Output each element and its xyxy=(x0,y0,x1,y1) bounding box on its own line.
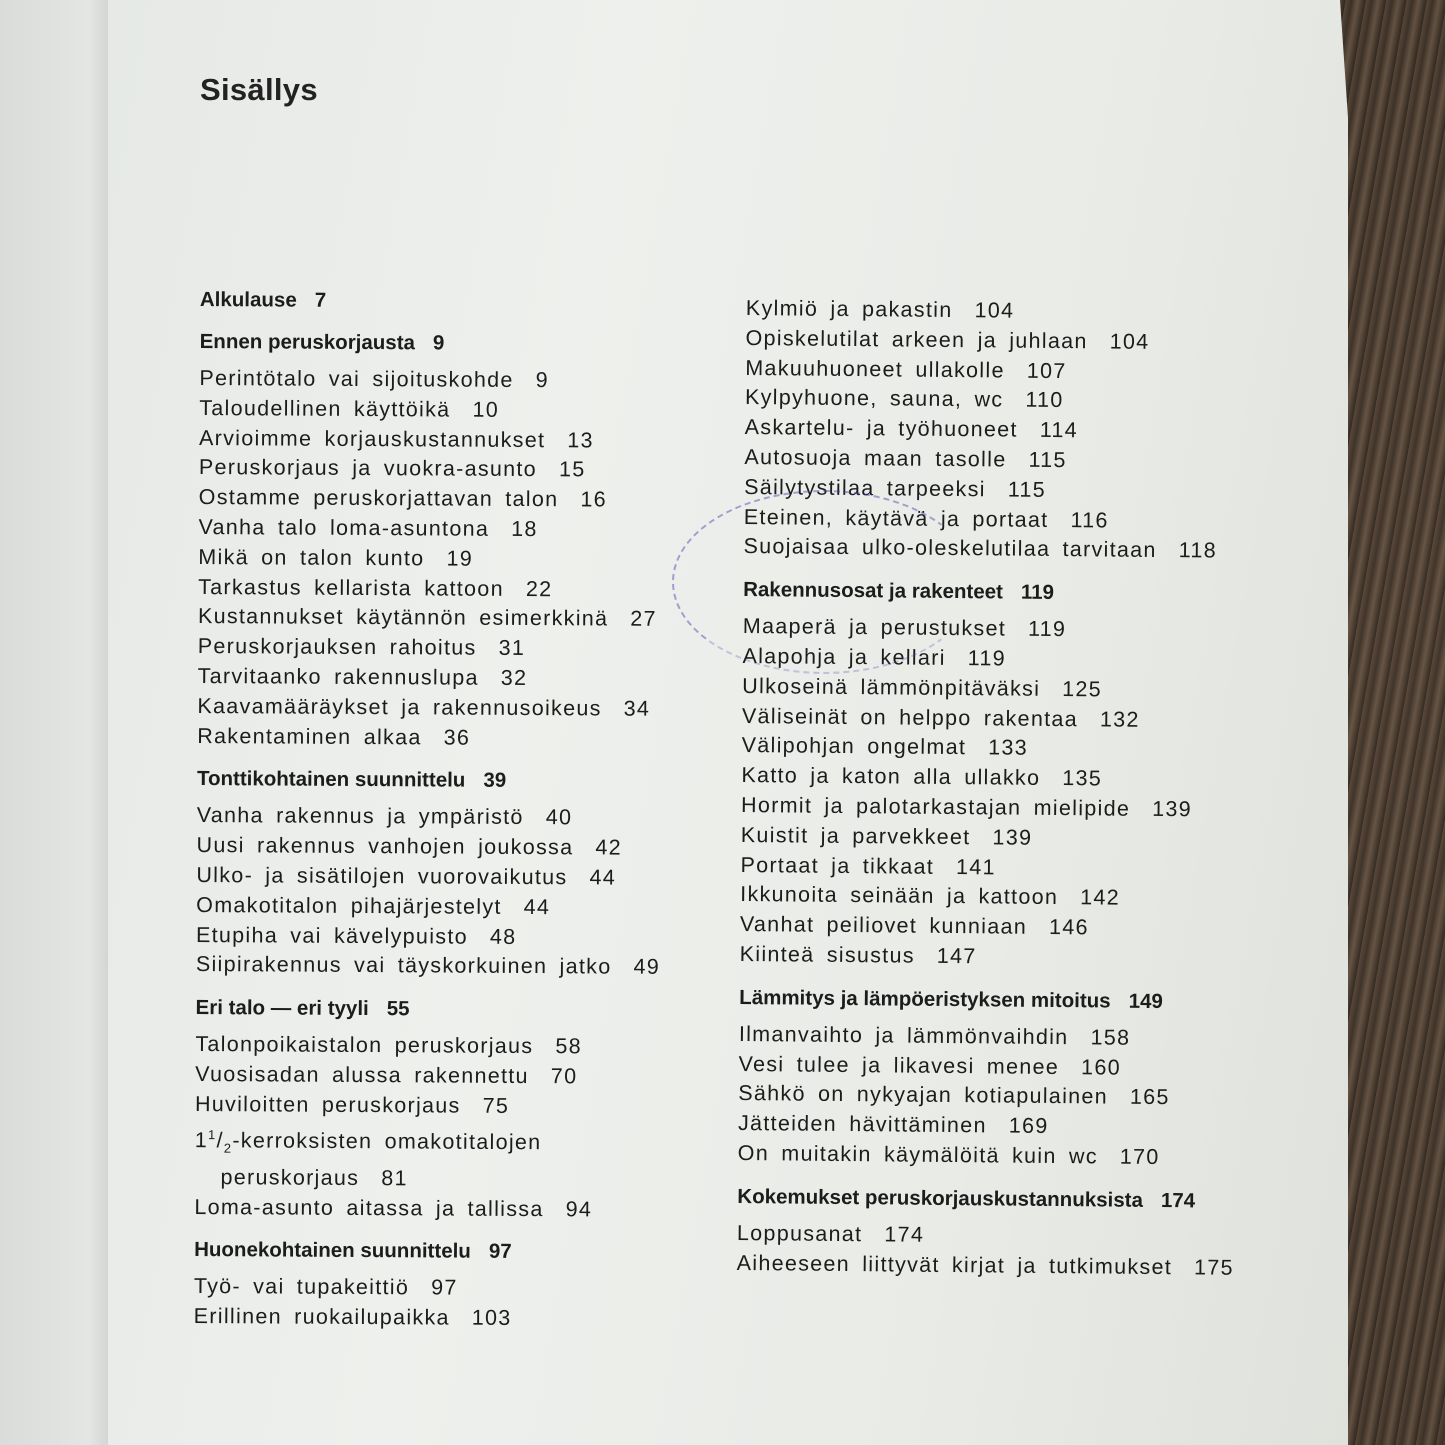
toc-heading[interactable] xyxy=(739,984,1319,1018)
toc-entry[interactable] xyxy=(195,1030,715,1063)
fraction-whole: 1 xyxy=(194,1127,209,1152)
toc-entry-page: 142 xyxy=(1080,885,1121,910)
toc-entry-label: Hormit ja palotarkastajan mielipide xyxy=(740,792,1131,821)
toc-entry-page: 70 xyxy=(550,1064,578,1089)
toc-entry-label: Huviloitten peruskorjaus xyxy=(194,1091,461,1118)
toc-entry-label: Vesi tulee ja likavesi menee xyxy=(738,1051,1060,1079)
toc-entry-label: Työ- vai tupakeittiö xyxy=(193,1274,410,1300)
toc-entry[interactable] xyxy=(198,543,718,576)
toc-entry-page: 18 xyxy=(511,516,538,542)
toc-heading[interactable] xyxy=(200,286,720,317)
toc-entry-label: Makuuhuoneet ullakolle xyxy=(745,355,1005,383)
toc-heading-label: Rakennusosat ja rakenteet xyxy=(743,578,1004,604)
toc-entry[interactable] xyxy=(199,453,719,486)
toc-entry[interactable] xyxy=(197,801,717,834)
toc-entry-label: Vanha rakennus ja ympäristö xyxy=(196,803,524,830)
toc-entry[interactable] xyxy=(196,831,716,864)
toc-entry[interactable] xyxy=(199,483,719,516)
toc-heading-label: Eri talo — eri tyyli xyxy=(195,996,369,1021)
toc-heading-page: 9 xyxy=(432,331,445,355)
page-title: Sisällys xyxy=(200,72,318,107)
toc-entry-page: 119 xyxy=(967,646,1007,671)
toc-entry-page: 27 xyxy=(630,607,657,632)
fraction-denominator: 2 xyxy=(223,1140,233,1156)
toc-section xyxy=(196,765,717,983)
toc-section xyxy=(743,294,1326,568)
toc-entry-label: Autosuoja maan tasolle xyxy=(744,444,1007,472)
toc-entry-page: 165 xyxy=(1129,1085,1170,1110)
toc-entry-page: 44 xyxy=(523,894,551,919)
toc-entry-page: 116 xyxy=(1070,507,1109,533)
toc-entry-page: 44 xyxy=(589,865,617,890)
toc-entry[interactable] xyxy=(743,532,1323,567)
toc-entry[interactable] xyxy=(737,1219,1317,1254)
toc-entry-page: 135 xyxy=(1062,766,1103,791)
toc-heading-label: Lämmitys ja lämpöeristyksen mitoitus xyxy=(739,985,1111,1013)
toc-heading[interactable] xyxy=(200,328,720,359)
toc-entry-label: Sähkö on nykyajan kotiapulainen xyxy=(738,1081,1109,1109)
toc-entry-page: 31 xyxy=(498,636,526,661)
toc-entry-label: Ulkoseinä lämmönpitäväksi xyxy=(742,673,1041,701)
toc-entry-page: 170 xyxy=(1119,1144,1160,1169)
toc-entry-label: Ilmanvaihto ja lämmönvaihdin xyxy=(738,1021,1069,1049)
toc-entry-label: Kustannukset käytännön esimerkkinä xyxy=(197,604,609,631)
toc-entry-page: 81 xyxy=(381,1165,408,1191)
toc-entry-page: 119 xyxy=(1027,616,1067,642)
toc-heading-page: 174 xyxy=(1160,1188,1196,1213)
toc-entry-page: 15 xyxy=(558,457,586,482)
toc-heading-page: 39 xyxy=(483,769,507,793)
toc-section xyxy=(197,328,720,755)
toc-entry-label: Peruskorjauksen rahoitus xyxy=(197,634,477,660)
toc-entry[interactable] xyxy=(196,891,716,924)
toc-heading-label: Alkulause xyxy=(199,287,297,312)
toc-entry[interactable] xyxy=(195,1060,715,1093)
toc-entry[interactable] xyxy=(198,602,718,635)
toc-entry[interactable] xyxy=(196,921,716,954)
toc-entry-page: 42 xyxy=(595,835,622,860)
toc-entry-label: Aiheeseen liittyvät kirjat ja tutkimukset xyxy=(736,1250,1173,1279)
toc-entry-label: Maaperä ja perustukset xyxy=(742,614,1007,641)
toc-entry-page: 104 xyxy=(1109,329,1150,354)
left-book-page xyxy=(0,0,113,1445)
toc-entry-page: 115 xyxy=(1007,477,1047,502)
toc-entry[interactable] xyxy=(739,1020,1319,1055)
toc-entry-label: peruskorjaus xyxy=(220,1164,360,1190)
toc-entry-label: Ikkunoita seinään ja kattoon xyxy=(740,882,1059,910)
toc-section xyxy=(737,1183,1318,1284)
toc-entry-page: 16 xyxy=(580,487,607,512)
toc-entry-label: Kaavamääräykset ja rakennusoikeus xyxy=(197,693,602,721)
toc-entry-page: 97 xyxy=(431,1275,458,1300)
toc-entry-label: -kerroksisten omakotitalojen xyxy=(232,1127,542,1154)
toc-entry-label: Säilytystilaa tarpeeksi xyxy=(744,474,986,502)
toc-entry-page: 40 xyxy=(545,805,573,830)
toc-entry-label: Tarvitaanko rakennuslupa xyxy=(197,663,479,690)
toc-entry-page: 49 xyxy=(633,955,661,980)
toc-entry-label: Vuosisadan alussa rakennettu xyxy=(195,1061,529,1088)
toc-heading[interactable] xyxy=(743,576,1323,610)
toc-entry-page: 94 xyxy=(565,1196,593,1221)
toc-entry-label: Omakotitalon pihajärjestelyt xyxy=(196,892,502,919)
toc-entry-page: 75 xyxy=(482,1093,510,1118)
toc-section xyxy=(200,286,720,317)
toc-entry-label: Taloudellinen käyttöikä xyxy=(199,395,451,422)
toc-entry-label: Katto ja katon alla ullakko xyxy=(741,763,1041,791)
toc-entry-label: Askartelu- ja työhuoneet xyxy=(744,415,1018,442)
toc-heading[interactable] xyxy=(737,1183,1317,1217)
toc-entry-label: Opiskelutilat arkeen ja juhlaan xyxy=(745,325,1088,354)
toc-entry[interactable] xyxy=(198,573,718,606)
toc-entry-page: 160 xyxy=(1081,1054,1122,1080)
toc-entry-page: 139 xyxy=(1152,796,1193,822)
toc-section xyxy=(740,576,1324,975)
toc-entry-label: Ostamme peruskorjattavan talon xyxy=(198,485,559,512)
toc-heading[interactable] xyxy=(197,765,717,796)
toc-entry[interactable] xyxy=(199,364,719,397)
toc-entry[interactable] xyxy=(738,1139,1318,1174)
toc-heading[interactable] xyxy=(196,994,716,1025)
toc-entry[interactable] xyxy=(197,692,717,725)
toc-entry-continuation[interactable] xyxy=(194,1163,714,1196)
toc-entry-label: Jätteiden hävittäminen xyxy=(737,1111,987,1138)
toc-entry-page: 118 xyxy=(1178,538,1218,563)
toc-entry-label: Ulko- ja sisätilojen vuorovaikutus xyxy=(196,862,568,890)
toc-entry[interactable] xyxy=(737,1248,1317,1283)
toc-entry-label: Uusi rakennus vanhojen joukossa xyxy=(196,833,574,860)
toc-entry-page: 147 xyxy=(936,943,977,969)
toc-heading-page: 97 xyxy=(488,1240,512,1264)
toc-entry[interactable] xyxy=(194,1193,714,1226)
toc-heading-page: 149 xyxy=(1128,989,1163,1013)
toc-heading-label: Huonekohtainen suunnittelu xyxy=(194,1238,471,1264)
toc-entry-label: Vanhat peiliovet kunniaan xyxy=(739,912,1028,939)
toc-entry-label: Välipohjan ongelmat xyxy=(741,733,967,760)
toc-entry-page: 125 xyxy=(1062,676,1103,702)
toc-entry-label: Rakentaminen alkaa xyxy=(197,723,422,749)
toc-entry-page: 58 xyxy=(555,1034,582,1059)
toc-entry-page: 107 xyxy=(1026,358,1067,383)
toc-entry-label: Kuistit ja parvekkeet xyxy=(740,822,971,849)
toc-entry[interactable] xyxy=(198,662,718,695)
toc-entry-page: 34 xyxy=(623,696,651,721)
toc-entry-page: 133 xyxy=(988,735,1029,761)
toc-heading-page: 119 xyxy=(1020,580,1055,605)
toc-entry-label: Loppusanat xyxy=(736,1220,863,1246)
toc-entry-label: Vanha talo loma-asuntona xyxy=(198,514,490,541)
toc-entry-label: Tarkastus kellarista kattoon xyxy=(198,574,504,601)
toc-entry-page: 114 xyxy=(1039,418,1079,443)
toc-heading-label: Ennen peruskorjausta xyxy=(199,329,416,355)
toc-entry-page: 139 xyxy=(992,825,1033,850)
toc-entry-label: Eteinen, käytävä ja portaat xyxy=(743,504,1049,532)
toc-entry-page: 10 xyxy=(472,397,500,422)
toc-entry-label: Arvioimme korjauskustannukset xyxy=(199,425,546,452)
toc-right-column xyxy=(736,294,1326,1298)
toc-entry-page: 103 xyxy=(471,1305,512,1331)
toc-entry[interactable] xyxy=(194,1272,714,1305)
toc-entry-label: Peruskorjaus ja vuokra-asunto xyxy=(198,455,538,482)
toc-section xyxy=(194,1236,715,1335)
toc-entry[interactable] xyxy=(742,672,1322,707)
toc-entry-label: Alapohja ja kellari xyxy=(742,643,946,670)
toc-entry[interactable] xyxy=(195,1090,715,1123)
toc-entry-page: 36 xyxy=(443,725,471,750)
toc-entry-label: Kiinteä sisustus xyxy=(739,941,915,968)
toc-entry-label: Siipirakennus vai täyskorkuinen jatko xyxy=(195,952,612,979)
toc-entry[interactable] xyxy=(198,513,718,546)
toc-entry-label: Etupiha vai kävelypuisto xyxy=(195,922,468,949)
toc-entry[interactable] xyxy=(196,861,716,894)
toc-entry-label: Talonpoikaistalon peruskorjaus xyxy=(195,1032,534,1059)
toc-entry-page: 9 xyxy=(535,368,549,393)
toc-entry-label: Portaat ja tikkaat xyxy=(740,852,935,879)
toc-section xyxy=(194,994,715,1225)
toc-entry-label: On muitakin käymälöitä kuin wc xyxy=(737,1140,1098,1169)
fraction-numerator: 1 xyxy=(208,1126,217,1142)
toc-entry-label: Mikä on talon kunto xyxy=(198,544,425,571)
toc-entry-page: 22 xyxy=(525,576,553,601)
toc-entry-page: 158 xyxy=(1090,1025,1131,1050)
toc-entry-fraction[interactable]: $1^1/_2$-kerroksisten omakotitalojen xyxy=(194,1126,542,1156)
toc-entry-label: Kylpyhuone, sauna, wc xyxy=(744,385,1004,412)
toc-entry-page: 175 xyxy=(1193,1254,1234,1280)
toc-entry[interactable] xyxy=(740,940,1320,975)
toc-entry[interactable] xyxy=(197,722,717,755)
toc-entry-label: Loma-asunto aitassa ja tallissa xyxy=(194,1194,544,1221)
toc-entry[interactable] xyxy=(199,394,719,427)
toc-heading-label: Tonttikohtainen suunnittelu xyxy=(196,767,466,792)
toc-entry-page: 19 xyxy=(446,546,474,571)
toc-entry-page: 174 xyxy=(884,1222,925,1247)
toc-entry-page: 169 xyxy=(1008,1113,1049,1139)
toc-entry-page: 141 xyxy=(955,854,996,879)
toc-entry[interactable] xyxy=(196,950,716,983)
toc-heading[interactable] xyxy=(194,1236,714,1267)
toc-entry-page: 115 xyxy=(1028,447,1067,473)
toc-left-column xyxy=(194,286,720,1349)
toc-entry[interactable] xyxy=(741,821,1321,856)
toc-heading-page: 7 xyxy=(314,288,327,312)
toc-entry-page: 146 xyxy=(1048,915,1089,940)
toc-entry-label: Suojaisaa ulko-oleskelutilaa tarvitaan xyxy=(743,534,1157,563)
toc-entry[interactable] xyxy=(199,424,719,457)
toc-entry[interactable] xyxy=(198,632,718,665)
toc-entry-label: Väliseinät on helppo rakentaa xyxy=(741,703,1079,731)
toc-entry-page: 48 xyxy=(489,924,517,949)
toc-heading-page: 55 xyxy=(386,997,410,1021)
toc-entry-label: Perintötalo vai sijoituskohde xyxy=(199,365,514,392)
toc-section xyxy=(738,984,1320,1175)
toc-entry-label: Erillinen ruokailupaikka xyxy=(193,1304,450,1330)
toc-entry-page: 110 xyxy=(1025,388,1064,413)
toc-entry-page: 32 xyxy=(500,665,528,690)
toc-entry-page: 104 xyxy=(974,298,1015,323)
toc-heading-label: Kokemukset peruskorjauskustannuksista xyxy=(737,1184,1144,1212)
toc-entry-page: 13 xyxy=(567,427,594,453)
toc-entry[interactable] xyxy=(194,1302,714,1335)
toc-entry-page: 132 xyxy=(1099,706,1140,732)
toc-entry-label: Kylmiö ja pakastin xyxy=(745,295,953,322)
